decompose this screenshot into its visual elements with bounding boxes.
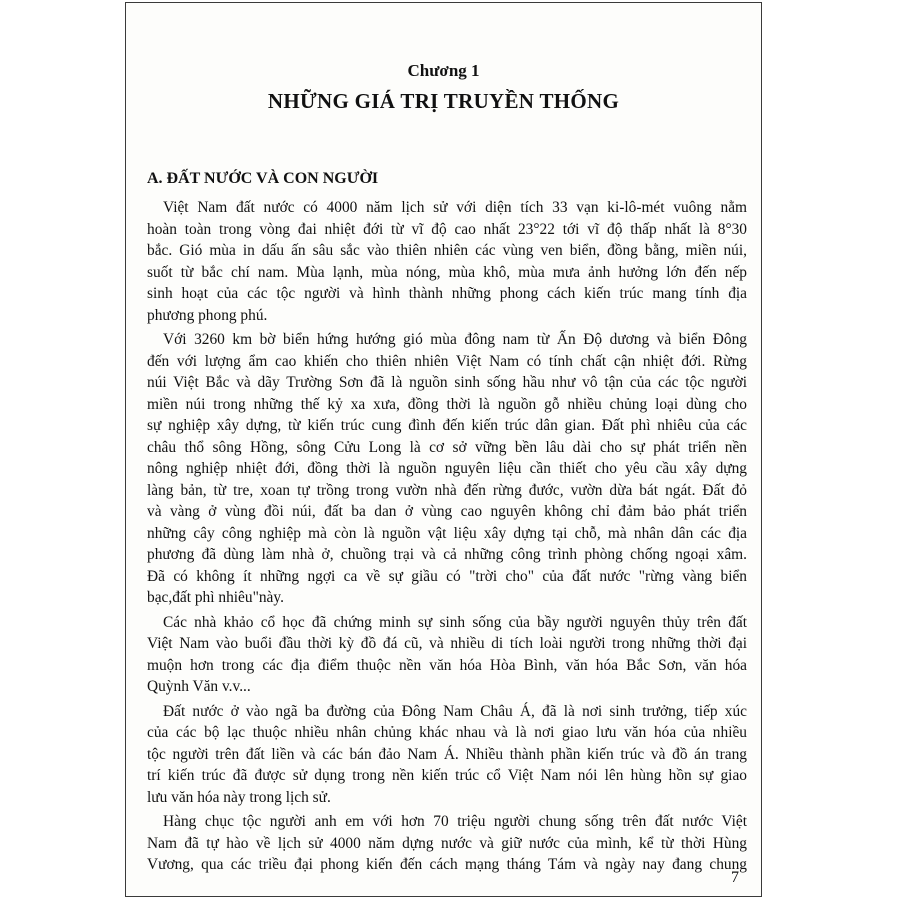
text-line: phương phong phú. [147,306,268,324]
text-line: Với 3260 km bờ biển hứng hướng gió mùa đông nam từ Ấn Độ dương và biển Đông [163,331,747,348]
text-line: phương đã dùng làm nhà ở, chuồng trại và cả những công trình phòng chống ngoại xâm. [147,546,747,563]
text-line: làng bản, từ tre, xoan tự trồng trong vườn nhà đến rừng đước, vườn dừa bát ngát. Đất đỏ [147,481,747,499]
text-line: muộn hơn trong các địa điểm thuộc nền văn hóa Hòa Bình, văn hóa Bắc Sơn, văn hóa [147,656,747,674]
text-line: lưu văn hóa này trong lịch sử. [147,788,331,806]
body-text [147,197,747,879]
text-line: tộc người trên đất liền và các bán đảo Nam Á. Nhiều thành phần kiến trúc và đồ án trang [147,745,747,763]
text-line: Vương, qua các triều đại phong kiến đến cách mạng tháng Tám và ngày nay đang chung [147,856,747,873]
text-line: Hàng chục tộc người anh em với hơn 70 triệu người chung sống trên đất nước Việt [163,813,747,830]
book-page [125,2,762,897]
paragraph [147,329,747,609]
paragraph [147,701,747,809]
paragraph [147,612,747,698]
text-line: hoàn toàn trong vòng đai nhiệt đới từ vĩ độ cao nhất 23°22 tới vĩ độ thấp nhất là 8°30 [147,220,747,238]
text-line: Việt Nam đất nước có 4000 năm lịch sử với diện tích 33 vạn ki-lô-mét vuông nằm [163,199,747,216]
paragraph [147,197,747,326]
text-line: châu thổ sông Hồng, sông Cửu Long là cơ sở vững bền lâu dài cho sự phát triển nền [147,438,747,456]
text-line: bạc,đất phì nhiêu"này. [147,589,284,606]
paragraph [147,811,747,876]
section-title: A. ĐẤT NƯỚC VÀ CON NGƯỜI [147,170,379,187]
text-line: Quỳnh Văn v.v... [147,678,251,695]
chapter-title: NHỮNG GIÁ TRỊ TRUYỀN THỐNG [267,89,620,113]
text-line: Đã có không ít những ngợi ca về sự giầu có "trời cho" của đất nước "rừng vàng biển [147,567,747,585]
page-number: 7 [731,869,739,886]
text-line: bắc. Gió mùa in dấu ấn sâu sắc vào thiên nhiên các vùng ven biển, đồng bằng, miền núi, [147,242,747,259]
text-line: Nam đã tự hào về lịch sử 4000 năm dựng nước và giữ nước của mình, kể từ thời Hùng [147,834,747,852]
text-line: của các bộ lạc thuộc nhiều nhân chủng khác nhau và là nơi giao lưu văn hóa của nhiều [147,724,747,741]
text-line: nông nghiệp nhiệt đới, đồng thời là nguồn nguyên liệu cần thiết cho yêu cầu xây dựng [147,460,747,477]
text-line: đến với lượng ẩm cao khiến cho thiên nhiên Việt Nam có tính chất cận nhiệt đới. Rừng [147,352,747,370]
text-line: Việt Nam vào buổi đầu thời kỳ đồ đá cũ, và nhiều di tích loài người trong những thời đại [147,635,747,652]
chapter-label: Chương 1 [407,61,480,80]
text-line: suốt từ bắc chí nam. Mùa lạnh, mùa nóng, mùa khô, mùa mưa ảnh hưởng lớn đến nếp [147,263,747,281]
text-line: Các nhà khảo cổ học đã chứng minh sự sinh sống của bầy người nguyên thủy trên đất [163,613,747,631]
text-line: miền núi trong những thế kỷ xa xưa, đồng thời là nguồn gỗ nhiều chủng loại dùng cho [147,395,747,413]
text-line: sinh hoạt của các tộc người và hình thành những phong cách kiến trúc mang tính địa [147,285,747,302]
text-line: những cây công nghiệp mà còn là nguồn vật liệu xây dựng tại chỗ, mà nhân dân các địa [147,524,747,542]
text-line: Đất nước ở vào ngã ba đường của Đông Nam Châu Á, đã là nơi sinh trưởng, tiếp xúc [163,702,747,720]
text-line: trí kiến trúc đã được sử dụng trong nền kiến trúc cổ Việt Nam nói lên hùng hồn sự giao [147,767,747,784]
text-line: núi Việt Bắc và dãy Trường Sơn đã là nguồn sinh sống hầu như vô tận của các tộc người [147,374,747,391]
text-line: và vàng ở vùng đồi núi, đất ba dan ở vùng cao nguyên không chỉ đảm bảo phát triển [147,503,747,520]
text-line: sự nghiệp xây dựng, từ kiến trúc cung đình đến kiến trúc dân gian. Đất phì nhiêu của các [147,417,747,434]
